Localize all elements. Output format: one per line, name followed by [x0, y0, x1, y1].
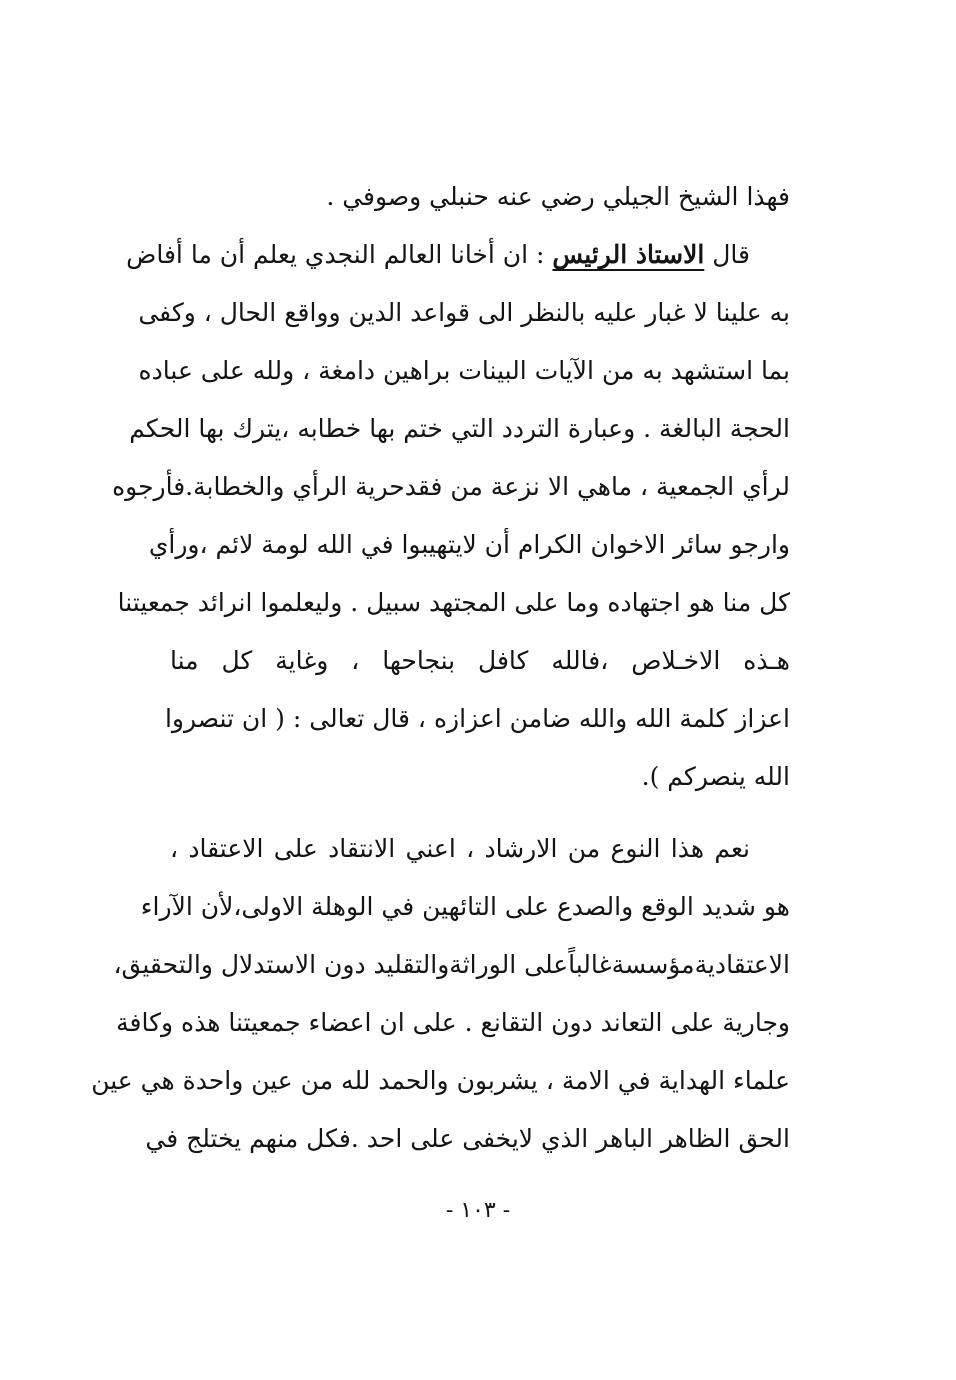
speaker-line: [126, 226, 790, 284]
text-line: الله ينصركم ).: [641, 762, 790, 791]
text-line: كل منا هو اجتهاده وما على المجتهد سبيل . وليعلموا انرائد جمعيتنا: [117, 588, 790, 617]
speaker-prefix: قال: [712, 240, 750, 269]
text-line: ان أخانا العالم النجدي يعلم أن ما أفاض: [126, 240, 529, 269]
text-line: علماء الهداية في الامة ، يشربون والحمد لله من عين واحدة هي عين: [91, 1066, 790, 1095]
text-line: الحق الظاهر الباهر الذي لايخفى على احد .فكل منهم يختلج في: [145, 1124, 790, 1153]
paragraph-block-2: [91, 820, 790, 1168]
text-line: نعم هذا النوع من الارشاد ، اعني الانتقاد على الاعتقاد ،: [170, 834, 750, 863]
text-line: هـذه الاخـلاص ،فالله كافل بنجاحها ، وغاية كل منا: [170, 646, 790, 675]
page-number: - ١٠٣ -: [445, 1198, 511, 1223]
text-line: به علينا لا غبار عليه بالنظر الى قواعد الدين وواقع الحال ، وكفى: [138, 298, 790, 327]
text-line: بما استشهد به من الآيات البينات براهين دامغة ، ولله على عباده: [138, 356, 790, 385]
text-line: الحجة البالغة . وعبارة التردد التي ختم بها خطابه ،يترك بها الحكم: [129, 414, 790, 443]
text-line: فهذا الشيخ الجيلي رضي عنه حنبلي وصوفي .: [326, 182, 790, 211]
text-line: هو شديد الوقع والصدع على التائهين في الوهلة الاولى،لأن الآراء: [140, 892, 790, 921]
speaker-colon: :: [528, 240, 553, 269]
speaker-name: الاستاذ الرئيس: [552, 240, 705, 269]
paragraph-block-1: [112, 168, 790, 806]
text-line: لرأي الجمعية ، ماهي الا نزعة من فقدحرية الرأي والخطابة.فأرجوه: [112, 472, 790, 501]
text-line: وجارية على التعاند دون التقانع . على ان اعضاء جمعيتنا هذه وكافة: [116, 1008, 790, 1037]
text-line: وارجو سائر الاخوان الكرام أن لايتهيبوا في الله لومة لائم ،ورأي: [148, 530, 790, 559]
text-line: اعزاز كلمة الله والله ضامن اعزازه ، قال تعالى : ( ان تنصروا: [164, 704, 790, 733]
text-line: الاعتقاديةمؤسسةغالباًعلى الوراثةوالتقليد دون الاستدلال والتحقيق،: [113, 950, 790, 979]
